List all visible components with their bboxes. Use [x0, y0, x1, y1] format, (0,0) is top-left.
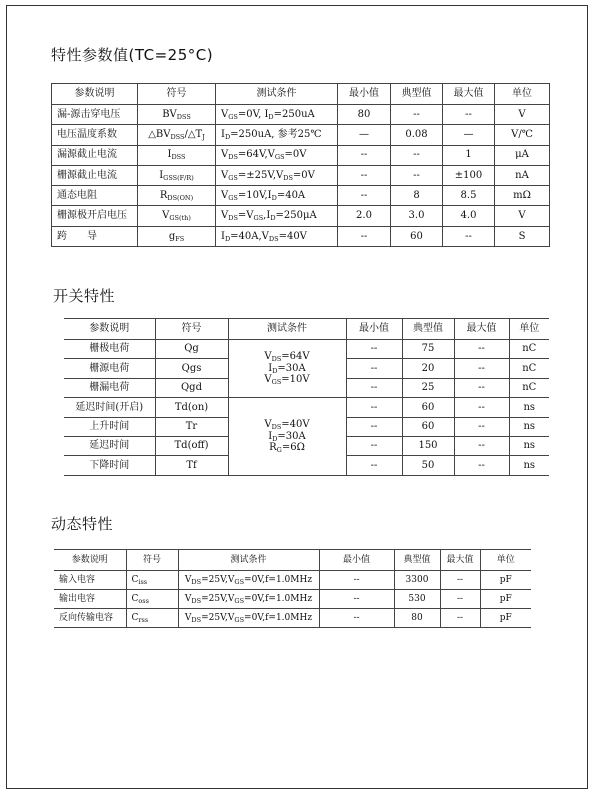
symbol-cell: Tf [155, 456, 228, 475]
header-unit: 单位 [480, 550, 531, 571]
unit-cell: ns [509, 436, 549, 455]
condition-cell: $I_D=40A,V_{DS}=40V$ [216, 226, 338, 246]
unit-cell: S [495, 226, 550, 246]
param-cell: 延迟时间(开启) [64, 398, 155, 417]
table-row [52, 165, 550, 185]
param-cell: 漏-源击穿电压 [52, 105, 138, 125]
min-cell: -- [346, 436, 402, 455]
symbol-cell: Qg [155, 340, 228, 359]
unit-cell: nC [509, 340, 549, 359]
unit-cell: pF [480, 590, 531, 609]
unit-cell: μA [495, 145, 550, 165]
unit-cell: ns [509, 456, 549, 475]
max-cell: -- [440, 590, 480, 609]
unit-cell: ns [509, 398, 549, 417]
header-typ: 典型值 [394, 550, 440, 571]
header-max: 最大值 [454, 319, 509, 340]
table-header-row [64, 319, 549, 340]
min-cell: -- [319, 609, 394, 628]
symbol-cell: $g_{FS}$ [138, 226, 216, 246]
symbol-cell: $I_{GSS(F/R)}$ [138, 165, 216, 185]
header-param: 参数说明 [54, 550, 126, 571]
symbol-cell: Td(off) [155, 436, 228, 455]
typ-cell: 60 [402, 398, 454, 417]
typ-cell: 60 [391, 226, 443, 246]
header-symbol: 符号 [138, 84, 216, 105]
typ-cell: 3300 [394, 571, 440, 590]
table-row [64, 398, 549, 417]
symbol-cell: $\triangle BV_{DSS}/\triangle T_J$ [138, 125, 216, 145]
min-cell: -- [338, 165, 391, 185]
max-cell: -- [454, 398, 509, 417]
min-cell: -- [346, 417, 402, 436]
typ-cell: 3.0 [391, 206, 443, 226]
unit-cell: mΩ [495, 186, 550, 206]
unit-cell: nC [509, 378, 549, 397]
max-cell: -- [454, 417, 509, 436]
symbol-cell: $BV_{DSS}$ [138, 105, 216, 125]
header-max: 最大值 [443, 84, 495, 105]
symbol-cell: Td(on) [155, 398, 228, 417]
header-param: 参数说明 [52, 84, 138, 105]
unit-cell: ns [509, 417, 549, 436]
table-row [54, 571, 531, 590]
unit-cell: V [495, 105, 550, 125]
min-cell: -- [338, 145, 391, 165]
typ-cell: 60 [402, 417, 454, 436]
min-cell: -- [338, 226, 391, 246]
header-min: 最小值 [319, 550, 394, 571]
unit-cell: V/℃ [495, 125, 550, 145]
param-cell: 栅极电荷 [64, 340, 155, 359]
max-cell: 4.0 [443, 206, 495, 226]
symbol-cell: $I_{DSS}$ [138, 145, 216, 165]
symbol-cell: $C_{rss}$ [126, 609, 178, 628]
table-row [64, 340, 549, 359]
symbol-cell: $C_{oss}$ [126, 590, 178, 609]
param-cell: 延迟时间 [64, 436, 155, 455]
header-unit: 单位 [495, 84, 550, 105]
typ-cell: 0.08 [391, 125, 443, 145]
min-cell: -- [346, 456, 402, 475]
header-condition: 测试条件 [228, 319, 346, 340]
header-unit: 单位 [509, 319, 549, 340]
max-cell: — [443, 125, 495, 145]
unit-cell: pF [480, 609, 531, 628]
min-cell: -- [346, 378, 402, 397]
header-param: 参数说明 [64, 319, 155, 340]
table-row [52, 186, 550, 206]
condition-cell: $V_{DS}=64V,V_{GS}=0V$ [216, 145, 338, 165]
min-cell: -- [319, 590, 394, 609]
condition-cell: $V_{GS}=10V,I_D=40A$ [216, 186, 338, 206]
table-row [54, 609, 531, 628]
typ-cell: 50 [402, 456, 454, 475]
typ-cell: 8 [391, 186, 443, 206]
min-cell: — [338, 125, 391, 145]
switching-section-title: 开关特性 [53, 287, 116, 305]
param-cell: 栅源截止电流 [52, 165, 138, 185]
table-row [52, 226, 550, 246]
unit-cell: pF [480, 571, 531, 590]
max-cell: -- [443, 226, 495, 246]
max-cell: ±100 [443, 165, 495, 185]
typ-cell: -- [391, 145, 443, 165]
condition-cell: $V_{DS}=25V,V_{GS}=0V,f=1.0MHz$ [178, 609, 319, 628]
max-cell: -- [454, 378, 509, 397]
condition-cell: $V_{DS}=64V$ $I_D=30A$ $V_{GS}=10V$ [228, 340, 346, 398]
param-cell: 电压温度系数 [52, 125, 138, 145]
param-cell: 栅源电荷 [64, 359, 155, 378]
unit-cell: nA [495, 165, 550, 185]
symbol-cell: $V_{GS(th)}$ [138, 206, 216, 226]
param-cell: 漏源截止电流 [52, 145, 138, 165]
condition-cell: $V_{GS}=\pm 25V,V_{DS}=0V$ [216, 165, 338, 185]
max-cell: -- [454, 436, 509, 455]
dynamic-characteristics-table [54, 549, 531, 628]
max-cell: -- [454, 456, 509, 475]
table-header-row [52, 84, 550, 105]
typ-cell: 530 [394, 590, 440, 609]
header-typ: 典型值 [402, 319, 454, 340]
max-cell: -- [454, 340, 509, 359]
symbol-cell: Qgs [155, 359, 228, 378]
condition-cell: $V_{GS}=0V$, $I_D=250uA$ [216, 105, 338, 125]
max-cell: -- [454, 359, 509, 378]
param-cell: 下降时间 [64, 456, 155, 475]
param-cell: 通态电阻 [52, 186, 138, 206]
condition-cell: $I_D=250uA$, 参考25℃ [216, 125, 338, 145]
unit-cell: V [495, 206, 550, 226]
header-min: 最小值 [338, 84, 391, 105]
header-symbol: 符号 [126, 550, 178, 571]
symbol-cell: $C_{iss}$ [126, 571, 178, 590]
header-symbol: 符号 [155, 319, 228, 340]
min-cell: -- [346, 340, 402, 359]
param-cell: 输入电容 [54, 571, 126, 590]
min-cell: -- [346, 359, 402, 378]
header-typ: 典型值 [391, 84, 443, 105]
table-row [52, 145, 550, 165]
symbol-cell: $R_{DS(ON)}$ [138, 186, 216, 206]
param-cell: 反向传输电容 [54, 609, 126, 628]
max-cell: -- [440, 571, 480, 590]
min-cell: -- [338, 186, 391, 206]
param-cell: 栅源极开启电压 [52, 206, 138, 226]
table-row [54, 590, 531, 609]
header-min: 最小值 [346, 319, 402, 340]
symbol-cell: Qgd [155, 378, 228, 397]
typ-cell: 20 [402, 359, 454, 378]
header-condition: 测试条件 [216, 84, 338, 105]
typ-cell: 80 [394, 609, 440, 628]
typ-cell: -- [391, 165, 443, 185]
static-characteristics-table [51, 83, 550, 247]
param-cell: 上升时间 [64, 417, 155, 436]
symbol-cell: Tr [155, 417, 228, 436]
switching-characteristics-table [64, 318, 549, 476]
static-section-title: 特性参数值(TC=25°C) [51, 46, 214, 64]
max-cell: -- [443, 105, 495, 125]
typ-cell: 150 [402, 436, 454, 455]
unit-cell: nC [509, 359, 549, 378]
table-row [52, 125, 550, 145]
table-header-row [54, 550, 531, 571]
typ-cell: 75 [402, 340, 454, 359]
min-cell: 80 [338, 105, 391, 125]
table-row [52, 105, 550, 125]
condition-cell: $V_{DS}=40V$ $I_D=30A$ $R_G=6\Omega$ [228, 398, 346, 476]
max-cell: 1 [443, 145, 495, 165]
param-cell: 跨 导 [52, 226, 138, 246]
dynamic-section-title: 动态特性 [51, 515, 114, 533]
typ-cell: -- [391, 105, 443, 125]
param-cell: 栅漏电荷 [64, 378, 155, 397]
min-cell: -- [319, 571, 394, 590]
condition-cell: $V_{DS}=25V,V_{GS}=0V,f=1.0MHz$ [178, 571, 319, 590]
max-cell: 8.5 [443, 186, 495, 206]
max-cell: -- [440, 609, 480, 628]
header-max: 最大值 [440, 550, 480, 571]
typ-cell: 25 [402, 378, 454, 397]
condition-cell: $V_{DS}=V_{GS},I_D=250\mu A$ [216, 206, 338, 226]
header-condition: 测试条件 [178, 550, 319, 571]
condition-cell: $V_{DS}=25V,V_{GS}=0V,f=1.0MHz$ [178, 590, 319, 609]
min-cell: -- [346, 398, 402, 417]
min-cell: 2.0 [338, 206, 391, 226]
param-cell: 输出电容 [54, 590, 126, 609]
table-row [52, 206, 550, 226]
